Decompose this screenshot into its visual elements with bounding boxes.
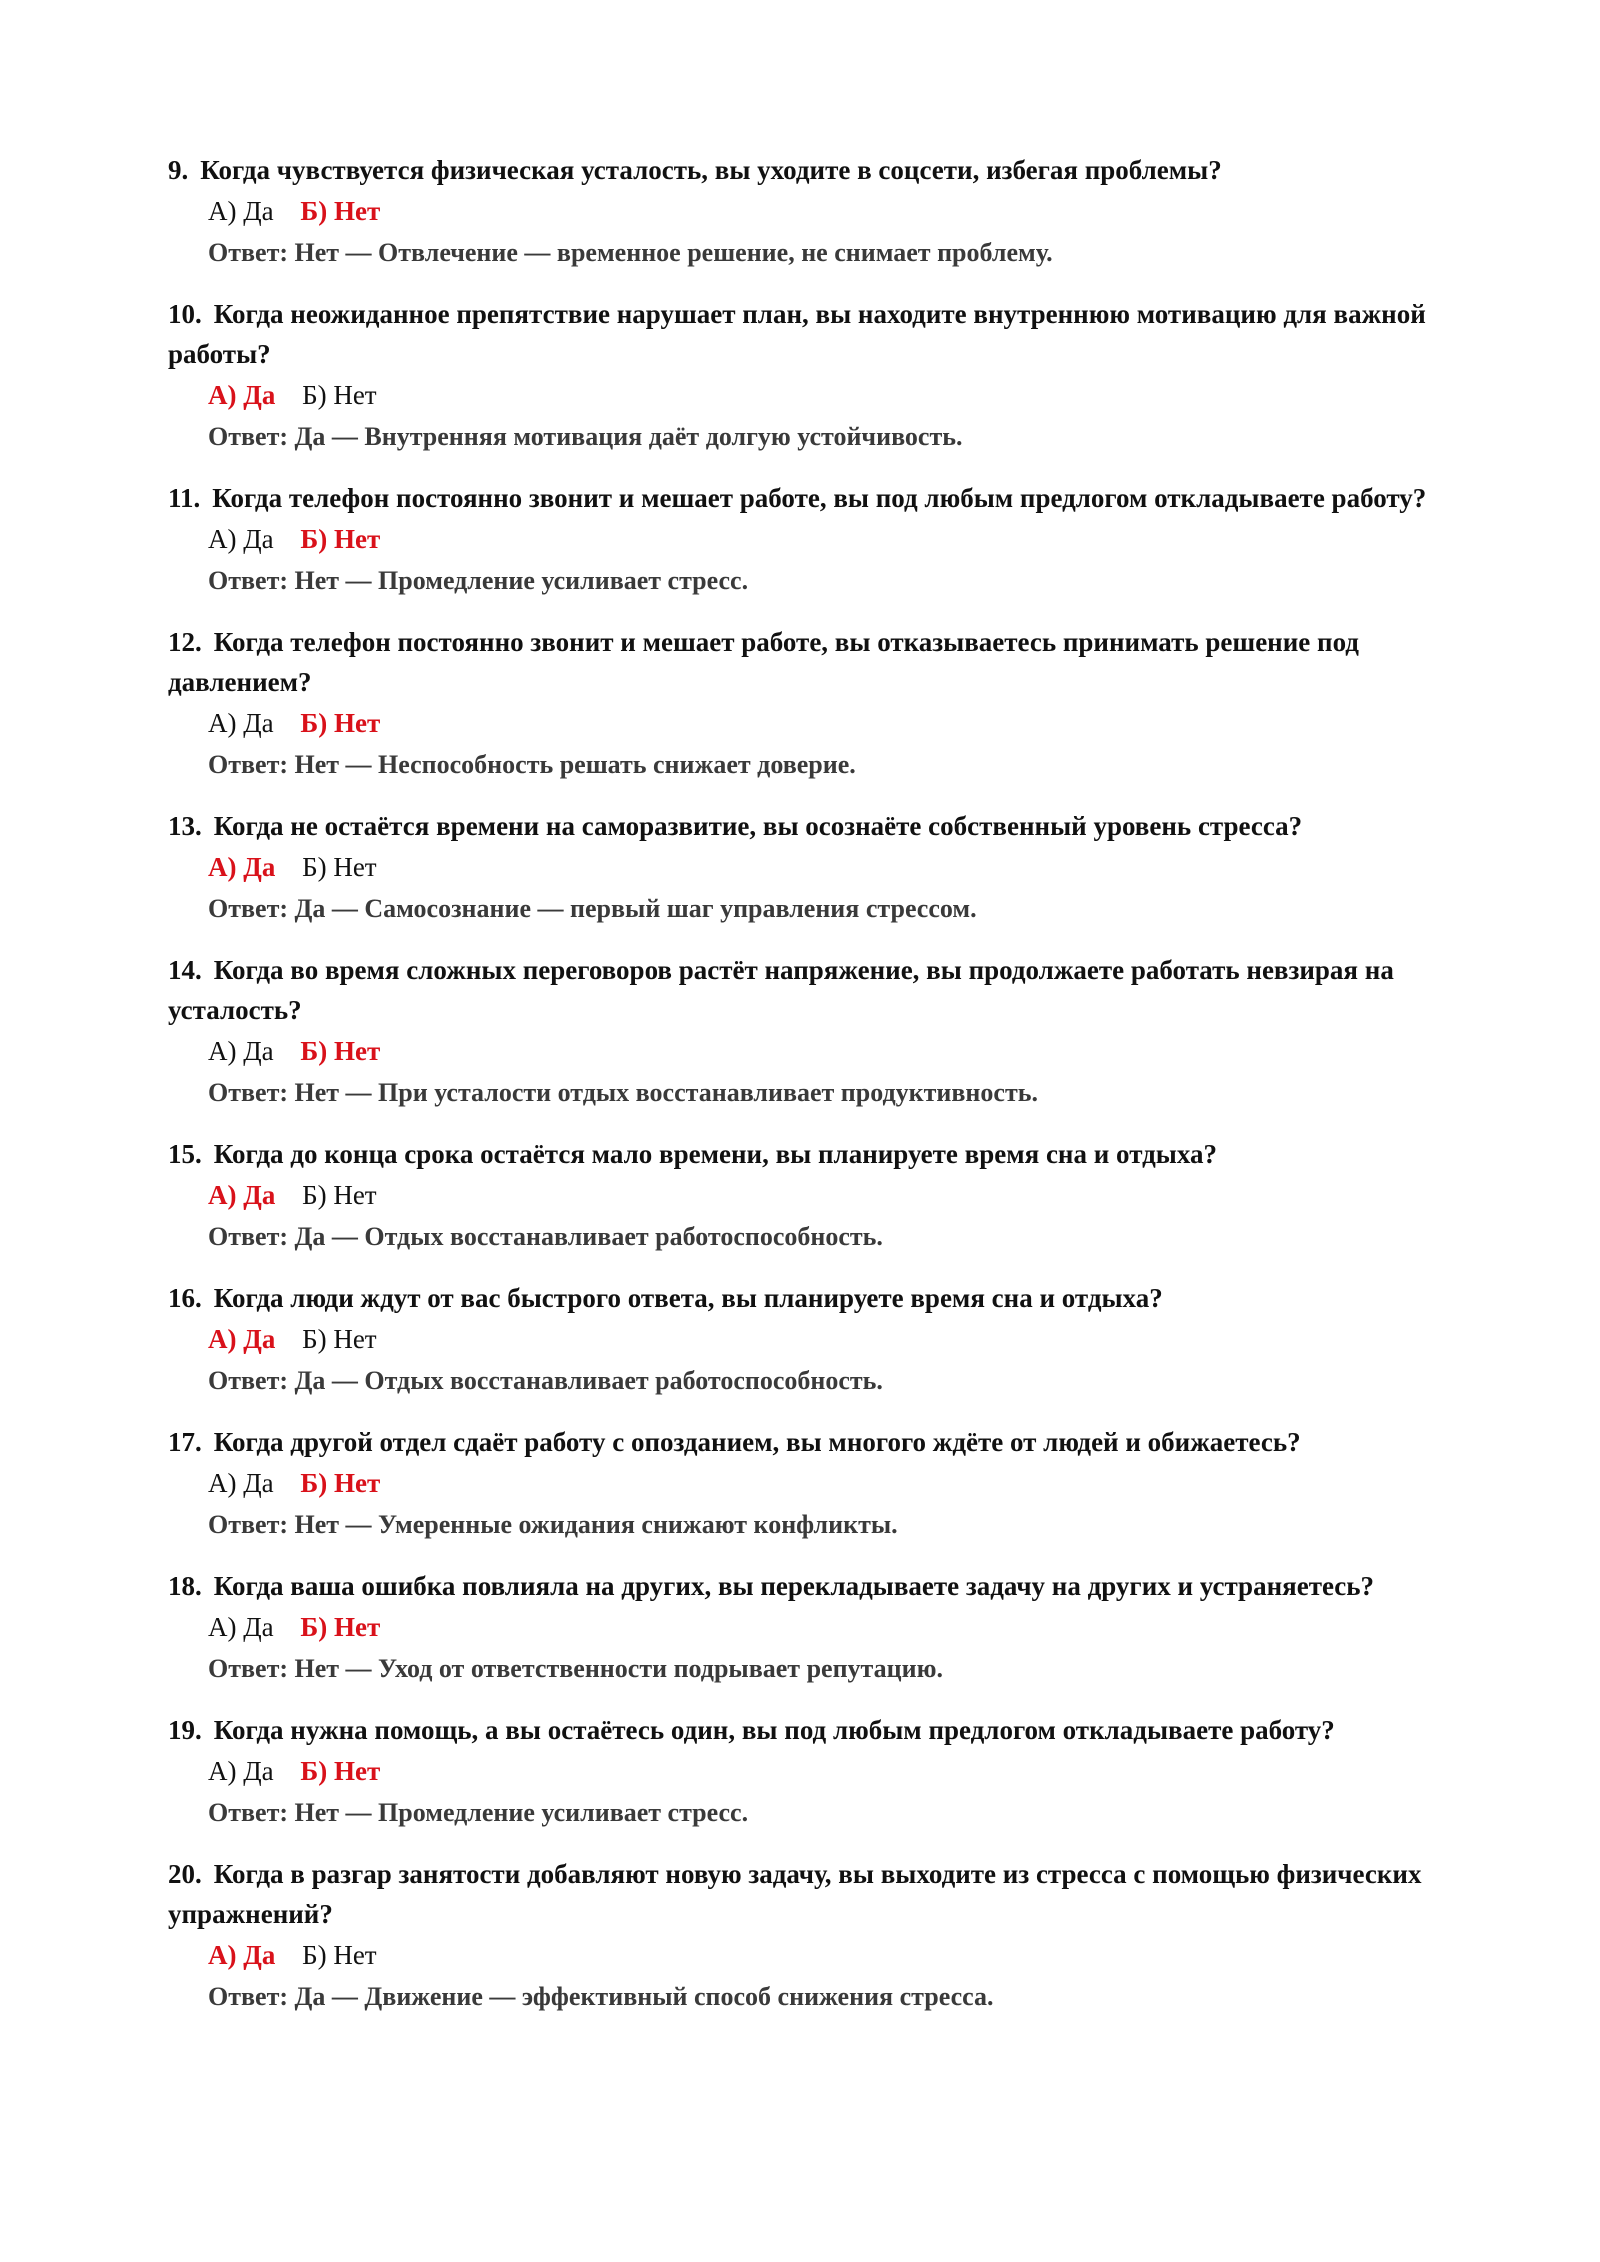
question-number: 15. (168, 1139, 202, 1169)
question-item (168, 622, 1448, 786)
answer-explanation: Ответ: Нет — Неспособность решать снижает доверие. (208, 750, 856, 779)
answer-explanation: Ответ: Да — Движение — эффективный способ снижения стресса. (208, 1982, 994, 2011)
option-a: А) Да (208, 1612, 274, 1642)
question-item (168, 478, 1448, 602)
option-b: Б) Нет (300, 1756, 381, 1786)
question-number: 11. (168, 483, 201, 513)
question-item (168, 1422, 1448, 1546)
question-item (168, 1134, 1448, 1258)
option-b: Б) Нет (302, 1324, 377, 1354)
answer-options (208, 374, 1448, 416)
question-body: Когда нужна помощь, а вы остаётесь один, вы под любым предлогом откладываете работу? (213, 1715, 1335, 1745)
option-b: Б) Нет (300, 708, 381, 738)
question-item (168, 294, 1448, 458)
answer-explanation: Ответ: Нет — Умеренные ожидания снижают конфликты. (208, 1510, 898, 1539)
answer-options (208, 1318, 1448, 1360)
answer-options (208, 1606, 1448, 1648)
question-body: Когда чувствуется физическая усталость, вы уходите в соцсети, избегая проблемы? (200, 155, 1222, 185)
answer-explanation: Ответ: Да — Самосознание — первый шаг управления стрессом. (208, 894, 977, 923)
question-body: Когда телефон постоянно звонит и мешает работе, вы под любым предлогом откладываете работу? (212, 483, 1427, 513)
question-body: Когда другой отдел сдаёт работу с опозданием, вы многого ждёте от людей и обижаетесь? (213, 1427, 1301, 1457)
answer-options (208, 190, 1448, 232)
answer-explanation: Ответ: Да — Внутренняя мотивация даёт долгую устойчивость. (208, 422, 963, 451)
question-body: Когда не остаётся времени на саморазвитие, вы осознаёте собственный уровень стресса? (213, 811, 1303, 841)
answer-options (208, 1750, 1448, 1792)
option-b: Б) Нет (300, 1612, 381, 1642)
option-a: А) Да (208, 1180, 276, 1210)
option-a: А) Да (208, 1036, 274, 1066)
option-b: Б) Нет (302, 1940, 377, 1970)
answer-options (208, 518, 1448, 560)
question-number: 20. (168, 1859, 202, 1889)
answer-explanation: Ответ: Нет — Уход от ответственности подрывает репутацию. (208, 1654, 943, 1683)
question-number: 18. (168, 1571, 202, 1601)
question-text (168, 806, 1448, 846)
question-body: Когда телефон постоянно звонит и мешает работе, вы отказываетесь принимать решение под давлением? (168, 627, 1359, 697)
answer-explanation: Ответ: Нет — При усталости отдых восстанавливает продуктивность. (208, 1078, 1038, 1107)
document-page (168, 150, 1448, 2018)
answer-options (208, 1030, 1448, 1072)
question-number: 12. (168, 627, 202, 657)
question-text (168, 622, 1448, 702)
answer-options (208, 1934, 1448, 1976)
option-b: Б) Нет (300, 524, 381, 554)
answer-explanation: Ответ: Нет — Промедление усиливает стресс. (208, 1798, 749, 1827)
question-text (168, 1566, 1448, 1606)
question-body: Когда в разгар занятости добавляют новую задачу, вы выходите из стресса с помощью физических упражнений? (168, 1859, 1422, 1929)
option-a: А) Да (208, 1324, 276, 1354)
option-b: Б) Нет (300, 1468, 381, 1498)
question-body: Когда люди ждут от вас быстрого ответа, вы планируете время сна и отдыха? (213, 1283, 1163, 1313)
question-text (168, 950, 1448, 1030)
option-a: А) Да (208, 524, 274, 554)
option-a: А) Да (208, 196, 274, 226)
question-number: 14. (168, 955, 202, 985)
question-text (168, 478, 1448, 518)
option-a: А) Да (208, 380, 276, 410)
question-text (168, 1710, 1448, 1750)
option-b: Б) Нет (302, 1180, 377, 1210)
option-a: А) Да (208, 708, 274, 738)
question-number: 19. (168, 1715, 202, 1745)
option-b: Б) Нет (302, 852, 377, 882)
question-text (168, 1422, 1448, 1462)
answer-explanation: Ответ: Нет — Отвлечение — временное решение, не снимает проблему. (208, 238, 1053, 267)
answer-options (208, 1174, 1448, 1216)
question-body: Когда неожиданное препятствие нарушает план, вы находите внутреннюю мотивацию для важной работы? (168, 299, 1426, 369)
answer-options (208, 846, 1448, 888)
question-item (168, 1278, 1448, 1402)
question-body: Когда во время сложных переговоров растёт напряжение, вы продолжаете работать невзирая на усталость? (168, 955, 1394, 1025)
option-a: А) Да (208, 852, 276, 882)
answer-explanation: Ответ: Нет — Промедление усиливает стресс. (208, 566, 749, 595)
question-item (168, 806, 1448, 930)
question-text (168, 150, 1448, 190)
question-item (168, 1566, 1448, 1690)
answer-options (208, 1462, 1448, 1504)
question-number: 13. (168, 811, 202, 841)
question-text (168, 1278, 1448, 1318)
option-b: Б) Нет (300, 196, 381, 226)
question-item (168, 150, 1448, 274)
option-a: А) Да (208, 1468, 274, 1498)
question-number: 9. (168, 155, 189, 185)
question-item (168, 1710, 1448, 1834)
question-text (168, 294, 1448, 374)
option-b: Б) Нет (300, 1036, 381, 1066)
answer-explanation: Ответ: Да — Отдых восстанавливает работоспособность. (208, 1222, 883, 1251)
option-a: А) Да (208, 1756, 274, 1786)
question-text (168, 1134, 1448, 1174)
question-number: 16. (168, 1283, 202, 1313)
question-body: Когда ваша ошибка повлияла на других, вы перекладываете задачу на других и устраняетесь? (213, 1571, 1375, 1601)
answer-options (208, 702, 1448, 744)
answer-explanation: Ответ: Да — Отдых восстанавливает работоспособность. (208, 1366, 883, 1395)
question-number: 17. (168, 1427, 202, 1457)
option-b: Б) Нет (302, 380, 377, 410)
question-text (168, 1854, 1448, 1934)
question-item (168, 950, 1448, 1114)
question-number: 10. (168, 299, 202, 329)
question-item (168, 1854, 1448, 2018)
option-a: А) Да (208, 1940, 276, 1970)
question-body: Когда до конца срока остаётся мало времени, вы планируете время сна и отдыха? (213, 1139, 1217, 1169)
